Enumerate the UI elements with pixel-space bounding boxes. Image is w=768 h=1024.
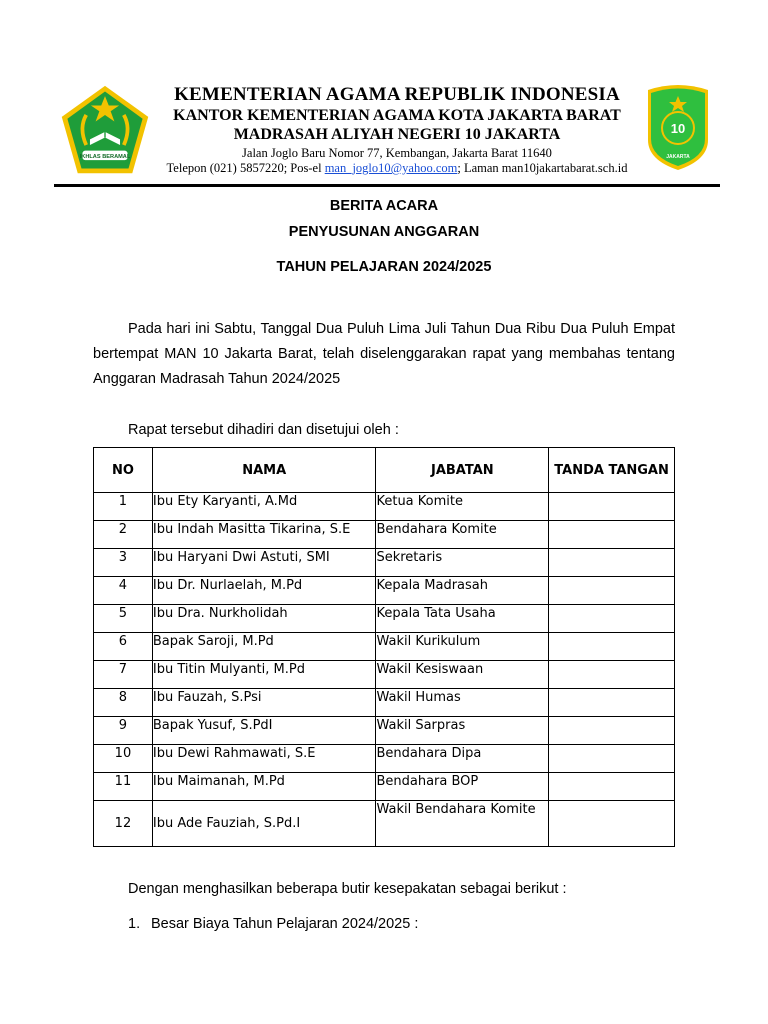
cell-nama: Ibu Dewi Rahmawati, S.E	[152, 745, 376, 773]
cell-no: 2	[94, 521, 153, 549]
school-contact: Telepon (021) 5857220; Pos-el man_joglo10@yahoo.com; Laman man10jakartabarat.sch.id	[166, 161, 628, 175]
opening-paragraph: Pada hari ini Sabtu, Tanggal Dua Puluh Lima Juli Tahun Dua Ribu Dua Puluh Empat bertempat MAN 10 Jakarta Barat, telah diselenggarakan rapat yang membahas tentang Anggaran Madrasah Tahun 2024/2025	[93, 321, 675, 387]
cell-no: 3	[94, 549, 153, 577]
header-jabatan: JABATAN	[376, 448, 549, 493]
cell-no: 12	[94, 801, 153, 847]
table-row	[94, 717, 675, 745]
left-logo-text: IKHLAS BERAMAL	[79, 154, 131, 161]
cell-nama: Ibu Dr. Nurlaelah, M.Pd	[152, 577, 376, 605]
cell-no: 1	[94, 493, 153, 521]
cell-jabatan: Kepala Madrasah	[376, 577, 549, 605]
cell-no: 9	[94, 717, 153, 745]
cell-signature	[549, 605, 675, 633]
list-item-text: Besar Biaya Tahun Pelajaran 2024/2025 :	[151, 916, 419, 932]
table-row	[94, 745, 675, 773]
cell-nama: Ibu Haryani Dwi Astuti, SMI	[152, 549, 376, 577]
school-logo-icon	[642, 82, 714, 172]
cell-no: 11	[94, 773, 153, 801]
email-link[interactable]: man_joglo10@yahoo.com	[324, 161, 458, 175]
table-row	[94, 549, 675, 577]
table-row	[94, 689, 675, 717]
cell-jabatan: Sekretaris	[376, 549, 549, 577]
cell-nama: Ibu Ade Fauziah, S.Pd.I	[152, 801, 376, 847]
cell-signature	[549, 689, 675, 717]
cell-jabatan: Bendahara Dipa	[376, 745, 549, 773]
table-row	[94, 493, 675, 521]
cell-jabatan: Wakil Kurikulum	[376, 633, 549, 661]
cell-signature	[549, 493, 675, 521]
table-row	[94, 577, 675, 605]
header-nama: NAMA	[152, 448, 376, 493]
office-name: KANTOR KEMENTERIAN AGAMA KOTA JAKARTA BARAT	[173, 107, 621, 124]
attendance-table	[93, 447, 675, 847]
cell-jabatan: Wakil Humas	[376, 689, 549, 717]
list-item	[128, 916, 418, 932]
cell-nama: Ibu Maimanah, M.Pd	[152, 773, 376, 801]
doc-year: TAHUN PELAJARAN 2024/2025	[276, 259, 492, 275]
header-no: NO	[94, 448, 153, 493]
school-address: Jalan Joglo Baru Nomor 77, Kembangan, Jakarta Barat 11640	[242, 146, 552, 160]
table-row	[94, 773, 675, 801]
cell-nama: Ibu Titin Mulyanti, M.Pd	[152, 661, 376, 689]
table-row	[94, 661, 675, 689]
cell-no: 7	[94, 661, 153, 689]
cell-no: 10	[94, 745, 153, 773]
cell-nama: Ibu Indah Masitta Tikarina, S.E	[152, 521, 376, 549]
cell-signature	[549, 717, 675, 745]
cell-no: 8	[94, 689, 153, 717]
table-row	[94, 521, 675, 549]
cell-jabatan: Bendahara Komite	[376, 521, 549, 549]
doc-title: BERITA ACARA	[329, 198, 439, 214]
letterhead-text	[154, 84, 640, 176]
kemenag-logo-icon	[58, 83, 152, 177]
cell-no: 5	[94, 605, 153, 633]
cell-signature	[549, 661, 675, 689]
cell-nama: Bapak Yusuf, S.PdI	[152, 717, 376, 745]
right-logo-city: JAKARTA	[666, 154, 690, 160]
cell-no: 6	[94, 633, 153, 661]
cell-signature	[549, 773, 675, 801]
cell-jabatan: Wakil Bendahara Komite	[376, 801, 549, 847]
cell-jabatan: Ketua Komite	[376, 493, 549, 521]
cell-jabatan: Kepala Tata Usaha	[376, 605, 549, 633]
table-row	[94, 801, 675, 847]
cell-nama: Bapak Saroji, M.Pd	[152, 633, 376, 661]
school-name: MADRASAH ALIYAH NEGERI 10 JAKARTA	[233, 126, 561, 143]
table-row	[94, 633, 675, 661]
header-tanda-tangan: TANDA TANGAN	[549, 448, 675, 493]
cell-signature	[549, 521, 675, 549]
attendance-intro: Rapat tersebut dihadiri dan disetujui oleh :	[128, 422, 399, 438]
cell-jabatan: Wakil Kesiswaan	[376, 661, 549, 689]
cell-jabatan: Wakil Sarpras	[376, 717, 549, 745]
list-item-number: 1.	[128, 916, 141, 932]
table-header-row	[94, 448, 675, 493]
letterhead	[54, 78, 720, 184]
cell-signature	[549, 801, 675, 847]
cell-nama: Ibu Dra. Nurkholidah	[152, 605, 376, 633]
cell-nama: Ibu Ety Karyanti, A.Md	[152, 493, 376, 521]
cell-no: 4	[94, 577, 153, 605]
result-intro: Dengan menghasilkan beberapa butir kesepakatan sebagai berikut :	[128, 881, 567, 897]
right-logo-number: 10	[670, 121, 686, 136]
cell-signature	[549, 577, 675, 605]
cell-signature	[549, 549, 675, 577]
ministry-name: KEMENTERIAN AGAMA REPUBLIK INDONESIA	[174, 84, 620, 105]
cell-signature	[549, 633, 675, 661]
doc-subtitle: PENYUSUNAN ANGGARAN	[288, 224, 480, 240]
table-row	[94, 605, 675, 633]
letterhead-divider	[54, 184, 720, 187]
cell-signature	[549, 745, 675, 773]
cell-jabatan: Bendahara BOP	[376, 773, 549, 801]
cell-nama: Ibu Fauzah, S.Psi	[152, 689, 376, 717]
